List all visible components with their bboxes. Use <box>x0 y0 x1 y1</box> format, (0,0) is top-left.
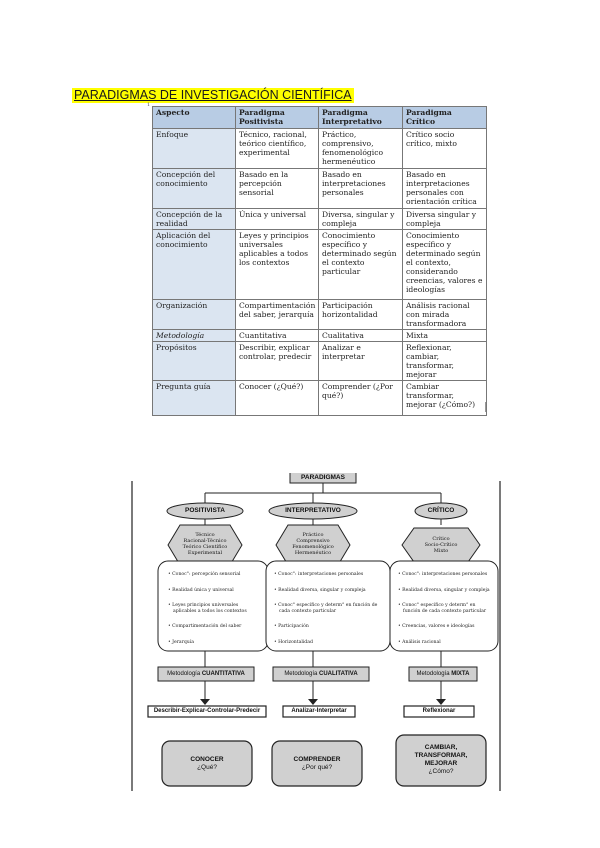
list-item: • Realidad única y universal <box>168 588 262 594</box>
goal-line: MEJORAR <box>424 760 458 767</box>
list-item: • Participación <box>274 624 384 630</box>
method-type: CUALITATIVA <box>319 671 358 677</box>
table-cell: Reflexionar, cambiar, transformar, mejorar <box>403 342 487 381</box>
list-item: • Análisis racional <box>398 640 494 646</box>
list-positivista <box>168 572 262 655</box>
goal-positivista <box>162 756 252 772</box>
oval-interpretativo: INTERPRETATIVO <box>285 507 341 514</box>
list-item: • Conoc°: interpretaciones personales <box>398 572 494 578</box>
list-item: • Horizontalidad <box>274 640 384 646</box>
table-cell: Única y universal <box>236 209 319 230</box>
hex-line: Teórico Científico <box>182 544 228 550</box>
hex-line: Racional-Técnico <box>183 538 227 544</box>
list-item: • Conoc° específico y determ° en función de cada contexto particular <box>398 603 494 614</box>
row-label: Concepción de la realidad <box>153 209 236 230</box>
goal-critico <box>396 744 486 776</box>
hex-line: Socio-Crítico <box>424 542 458 548</box>
method-type: MIXTA <box>451 671 470 677</box>
row-label: Pregunta guía <box>153 381 236 416</box>
hex-line: Comprensivo <box>296 538 330 544</box>
row-label: Metodología <box>153 330 236 342</box>
hex-line: Práctico <box>302 532 324 538</box>
table-cell: Cuantitativa <box>236 330 319 342</box>
row-label: Aplicación del conocimiento <box>153 230 236 300</box>
table-row <box>153 129 487 169</box>
row-label: Organización <box>153 300 236 330</box>
header-positivista: Paradigma Positivista <box>236 107 319 129</box>
paradigms-table <box>152 106 486 411</box>
oval-critico: CRÍTICO <box>427 507 455 514</box>
table-cell: Basado en interpretaciones personales <box>319 169 403 209</box>
hex-interpretativo <box>284 532 342 556</box>
table-row <box>153 342 487 381</box>
table-cell: Cambiar transformar, mejorar (¿Cómo?) <box>403 381 487 416</box>
hex-line: Crítico <box>432 536 450 542</box>
document-title: PARADIGMAS DE INVESTIGACIÓN CIENTÍFICA <box>74 88 352 102</box>
table-cell: Leyes y principios universales aplicables a todos los contextos <box>236 230 319 300</box>
table-row <box>153 300 487 330</box>
list-critico <box>398 572 494 655</box>
footnote-mark: 1 <box>147 102 151 108</box>
goal-line: COMPRENDER <box>293 756 341 763</box>
table-cell: Compartimentación del saber, jerarquía <box>236 300 319 330</box>
table-cell: Crítico socio crítico, mixto <box>403 129 487 169</box>
list-item: • Compartimentación del saber <box>168 624 262 630</box>
hex-positivista <box>176 532 234 556</box>
header-aspecto: Aspecto <box>153 107 236 129</box>
hex-line: Hermenéutico <box>294 550 332 556</box>
row-label: Concepción del conocimiento <box>153 169 236 209</box>
goal-line: TRANSFORMAR, <box>414 752 468 759</box>
table-cell: Basado en interpretaciones personales con orientación crítica <box>403 169 487 209</box>
table-cell: Analizar e interpretar <box>319 342 403 381</box>
margin-mark <box>485 402 486 412</box>
hex-line: Fenomenológico <box>292 544 334 550</box>
paradigms-diagram <box>128 473 504 791</box>
goal-question: ¿Por qué? <box>301 764 333 771</box>
method-type: CUANTITATIVA <box>201 671 245 677</box>
table-cell: Diversa singular y compleja <box>403 209 487 230</box>
list-item: • Realidad diversa, singular y compleja <box>398 588 494 594</box>
list-item: • Conoc°: interpretaciones personales <box>274 572 384 578</box>
table-cell: Análisis racional con mirada transformadora <box>403 300 487 330</box>
header-critico: Paradigma Crítico <box>403 107 487 129</box>
goal-line: CONOCER <box>190 756 224 763</box>
table-cell: Técnico, racional, teórico científico, experimental <box>236 129 319 169</box>
table-cell: Conocimiento específico y determinado según el contexto particular <box>319 230 403 300</box>
method-positivista <box>158 668 254 680</box>
table-row <box>153 169 487 209</box>
table-cell: Describir, explicar controlar, predecir <box>236 342 319 381</box>
table-row <box>153 330 487 342</box>
method-critico <box>409 668 477 680</box>
method-interpretativo <box>273 668 369 680</box>
method-prefix: Metodología <box>284 671 320 677</box>
action-positivista: Describir-Explicar-Controlar-Predecir <box>153 708 261 714</box>
row-label: Propósitos <box>153 342 236 381</box>
table-cell: Mixta <box>403 330 487 342</box>
table-cell: Práctico, comprensivo, fenomenológico hermenéutico <box>319 129 403 169</box>
hex-critico <box>412 536 470 554</box>
oval-positivista: POSITIVISTA <box>185 507 225 514</box>
hex-line: Técnico <box>195 532 215 538</box>
list-item: • Leyes principios universales aplicables a todos los contextos <box>168 603 262 614</box>
table-row <box>153 209 487 230</box>
action-critico: Reflexionar <box>422 708 456 714</box>
table-cell: Basado en la percepción sensorial <box>236 169 319 209</box>
method-prefix: Metodología <box>416 671 452 677</box>
list-item: • Jerarquía <box>168 640 262 646</box>
list-item: • Creencias, valores e ideologías <box>398 624 494 630</box>
table-cell: Participación horizontalidad <box>319 300 403 330</box>
hex-line: Mixto <box>433 548 449 554</box>
table-cell: Conocimiento específico y determinado según el contexto, considerando creencias, valores e ideologías <box>403 230 487 300</box>
action-interpretativo: Analizar-Interpretar <box>291 708 347 714</box>
table-row <box>153 230 487 300</box>
table-cell: Diversa, singular y compleja <box>319 209 403 230</box>
table-cell: Conocer (¿Qué?) <box>236 381 319 416</box>
goal-question: ¿Cómo? <box>428 768 454 775</box>
list-item: • Conoc°: percepción sensorial <box>168 572 262 578</box>
goal-interpretativo <box>272 756 362 772</box>
hex-line: Experimental <box>187 550 223 556</box>
list-item: • Conoc° específico y determ° en función de cada contexto particular <box>274 603 384 614</box>
table-row <box>153 381 487 416</box>
header-interpretativo: Paradigma Interpretativo <box>319 107 403 129</box>
row-label: Enfoque <box>153 129 236 169</box>
table-cell: Comprender (¿Por qué?) <box>319 381 403 416</box>
list-item: • Realidad diversa, singular y compleja <box>274 588 384 594</box>
goal-line: CAMBIAR, <box>424 744 458 751</box>
list-interpretativo <box>274 572 384 655</box>
paradigms-label: PARADIGMAS <box>301 474 345 481</box>
goal-question: ¿Qué? <box>197 764 217 771</box>
method-prefix: Metodología <box>167 671 202 677</box>
table-cell: Cualitativa <box>319 330 403 342</box>
